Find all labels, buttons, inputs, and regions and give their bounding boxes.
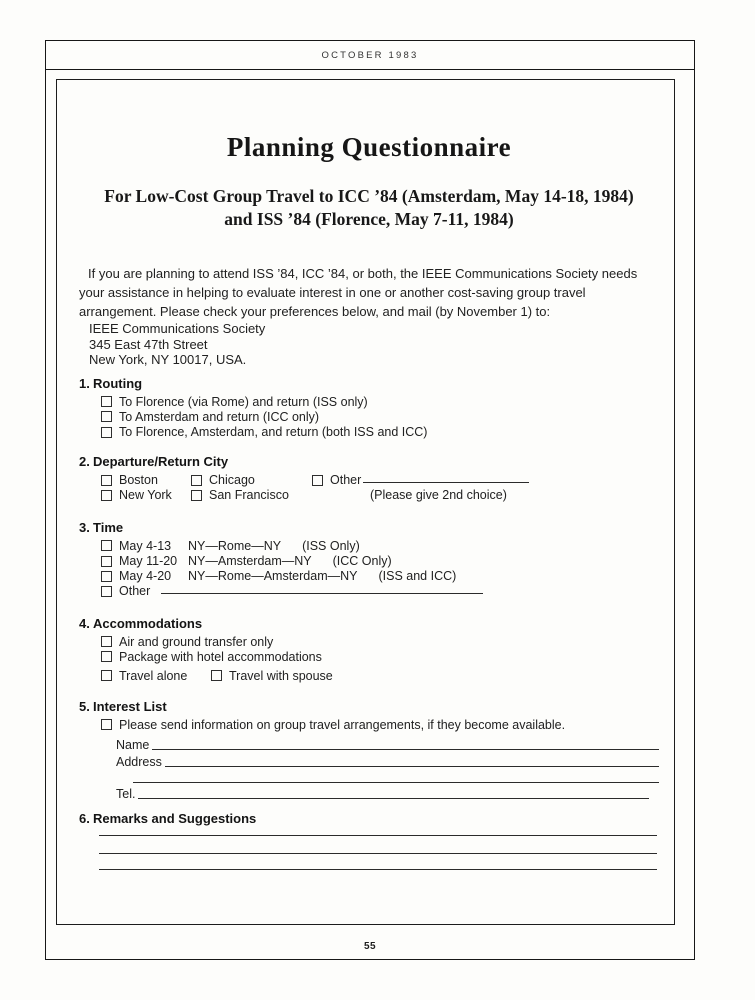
remarks-rule-1[interactable] bbox=[99, 835, 657, 836]
checkbox-icon[interactable] bbox=[101, 670, 112, 681]
option-label: To Florence, Amsterdam, and return (both ISS and ICC) bbox=[119, 424, 428, 439]
option-label: Travel alone bbox=[119, 668, 188, 683]
section-number: 2. bbox=[79, 454, 90, 470]
travel-companion-row bbox=[101, 669, 659, 684]
time-route: NY—Amsterdam—NY bbox=[188, 554, 312, 569]
masthead bbox=[46, 41, 694, 70]
checkbox-icon[interactable] bbox=[101, 490, 112, 501]
section-title: Routing bbox=[93, 375, 143, 391]
option-label: Chicago bbox=[209, 473, 255, 488]
travel-alone-option bbox=[101, 669, 211, 684]
city-option-san-francisco bbox=[191, 488, 312, 503]
remarks-rule-2[interactable] bbox=[99, 853, 657, 854]
second-choice-note: (Please give 2nd choice) bbox=[370, 488, 507, 503]
time-route: NY—Rome—Amsterdam—NY bbox=[188, 569, 358, 584]
routing-option-amsterdam bbox=[101, 410, 659, 425]
section-interest-list bbox=[79, 699, 659, 801]
section-routing bbox=[79, 376, 659, 441]
option-label: Other bbox=[330, 473, 362, 488]
checkbox-icon[interactable] bbox=[101, 396, 112, 407]
city-option-other bbox=[312, 473, 659, 488]
address-line-1: IEEE Communications Society bbox=[89, 321, 266, 336]
section-title: Interest List bbox=[93, 698, 167, 714]
option-label: San Francisco bbox=[209, 488, 289, 503]
accommodation-option-package bbox=[101, 650, 659, 665]
time-option-iss bbox=[101, 539, 659, 554]
time-options bbox=[101, 539, 659, 600]
page-frame bbox=[45, 40, 695, 960]
section-departure-city bbox=[79, 454, 659, 504]
contact-fields bbox=[116, 736, 659, 801]
section-remarks-heading bbox=[79, 811, 659, 827]
other-city-checkbox-group bbox=[312, 473, 361, 488]
option-label: Air and ground transfer only bbox=[119, 634, 274, 649]
interest-option-wrap bbox=[101, 718, 659, 733]
option-label: New York bbox=[119, 488, 172, 503]
remarks-rule-3[interactable] bbox=[99, 869, 657, 870]
time-other-input-line[interactable] bbox=[161, 593, 483, 594]
section-time bbox=[79, 520, 659, 600]
checkbox-icon[interactable] bbox=[101, 651, 112, 662]
name-label: Name bbox=[116, 738, 150, 753]
checkbox-icon[interactable] bbox=[101, 540, 112, 551]
name-field-row bbox=[116, 736, 659, 752]
time-note: (ISS Only) bbox=[302, 538, 360, 553]
city-row-1 bbox=[101, 473, 659, 488]
time-option-other bbox=[101, 584, 659, 599]
address-line-3: New York, NY 10017, USA. bbox=[89, 352, 247, 367]
address-continuation-line[interactable] bbox=[133, 782, 659, 783]
time-option-icc bbox=[101, 554, 659, 569]
interest-option bbox=[101, 718, 659, 733]
time-dates: May 11-20 bbox=[119, 554, 178, 569]
tel-field-row bbox=[116, 785, 659, 801]
option-label: Other bbox=[119, 584, 151, 599]
section-number: 5. bbox=[79, 698, 90, 714]
section-accommodations bbox=[79, 616, 659, 684]
time-route: NY—Rome—NY bbox=[188, 538, 282, 553]
tel-input-line[interactable] bbox=[138, 798, 649, 799]
option-label: Please send information on group travel arrangements, if they become available. bbox=[119, 717, 566, 732]
travel-with-spouse-option bbox=[211, 669, 333, 684]
routing-options bbox=[101, 395, 659, 441]
accommodation-option-air-only bbox=[101, 635, 659, 650]
address-continuation-row bbox=[116, 769, 659, 785]
routing-option-both bbox=[101, 425, 659, 440]
form-subtitle bbox=[79, 185, 659, 230]
checkbox-icon[interactable] bbox=[101, 636, 112, 647]
section-number: 1. bbox=[79, 375, 90, 391]
checkbox-icon[interactable] bbox=[312, 475, 323, 486]
section-number: 4. bbox=[79, 615, 90, 631]
checkbox-icon[interactable] bbox=[101, 427, 112, 438]
section-routing-heading bbox=[79, 376, 659, 392]
address-label: Address bbox=[116, 754, 162, 769]
option-label: To Florence (via Rome) and return (ISS only) bbox=[119, 394, 368, 409]
time-dates: May 4-13 bbox=[119, 538, 172, 553]
address-field-row bbox=[116, 752, 659, 768]
routing-option-florence bbox=[101, 395, 659, 410]
section-number: 6. bbox=[79, 811, 90, 827]
checkbox-icon[interactable] bbox=[101, 556, 112, 567]
second-choice-note-wrap bbox=[312, 488, 659, 504]
time-note: (ISS and ICC) bbox=[378, 569, 457, 584]
questionnaire-form bbox=[56, 79, 675, 925]
city-option-chicago bbox=[191, 473, 312, 488]
address-input-line[interactable] bbox=[165, 766, 659, 767]
option-label: Package with hotel accommodations bbox=[119, 649, 322, 664]
section-title: Departure/Return City bbox=[93, 454, 229, 470]
page-number: 55 bbox=[363, 941, 377, 952]
option-label: Boston bbox=[119, 473, 158, 488]
checkbox-icon[interactable] bbox=[101, 475, 112, 486]
checkbox-icon[interactable] bbox=[101, 719, 112, 730]
intro-paragraph: If you are planning to attend ISS ’84, ICC ’84, or both, the IEEE Communications Society needs your assistance in helping to evaluate interest in one or another cost-saving group travel arrangement. Please check your preferences below, and mail (by November 1) to: bbox=[79, 266, 638, 319]
checkbox-icon[interactable] bbox=[101, 571, 112, 582]
form-title: Planning Questionnaire bbox=[226, 132, 512, 162]
section-title: Accommodations bbox=[93, 615, 203, 631]
checkbox-icon[interactable] bbox=[191, 490, 202, 501]
checkbox-icon[interactable] bbox=[191, 475, 202, 486]
departure-city-grid bbox=[101, 473, 659, 504]
section-remarks bbox=[79, 811, 659, 870]
masthead-date: OCTOBER 1983 bbox=[321, 49, 419, 61]
city-option-boston bbox=[101, 473, 191, 488]
name-input-line[interactable] bbox=[152, 749, 659, 750]
section-accommodations-heading bbox=[79, 616, 659, 632]
option-label: Travel with spouse bbox=[229, 668, 333, 683]
time-option-both bbox=[101, 569, 659, 584]
address-line-2: 345 East 47th Street bbox=[89, 336, 208, 352]
checkbox-icon[interactable] bbox=[101, 411, 112, 422]
section-time-heading bbox=[79, 520, 659, 536]
section-title: Time bbox=[93, 519, 124, 535]
checkbox-icon[interactable] bbox=[101, 586, 112, 597]
section-interest-heading bbox=[79, 699, 659, 715]
mailing-address bbox=[89, 321, 659, 368]
section-departure-heading bbox=[79, 454, 659, 470]
city-row-2 bbox=[101, 488, 659, 504]
tel-label: Tel. bbox=[116, 787, 136, 802]
section-title: Remarks and Suggestions bbox=[93, 811, 257, 827]
accommodation-options bbox=[101, 635, 659, 684]
other-city-input-line[interactable] bbox=[363, 482, 529, 483]
checkbox-icon[interactable] bbox=[211, 670, 222, 681]
form-subtitle-line-1: For Low-Cost Group Travel to ICC ’84 (Amsterdam, May 14-18, 1984) bbox=[104, 186, 634, 206]
city-option-new-york bbox=[101, 488, 191, 503]
remarks-write-in-area bbox=[99, 835, 657, 870]
option-label: To Amsterdam and return (ICC only) bbox=[119, 409, 320, 424]
time-dates: May 4-20 bbox=[119, 569, 172, 584]
form-subtitle-line-2: and ISS ’84 (Florence, May 7-11, 1984) bbox=[224, 208, 514, 229]
section-number: 3. bbox=[79, 519, 90, 535]
time-note: (ICC Only) bbox=[332, 554, 392, 569]
